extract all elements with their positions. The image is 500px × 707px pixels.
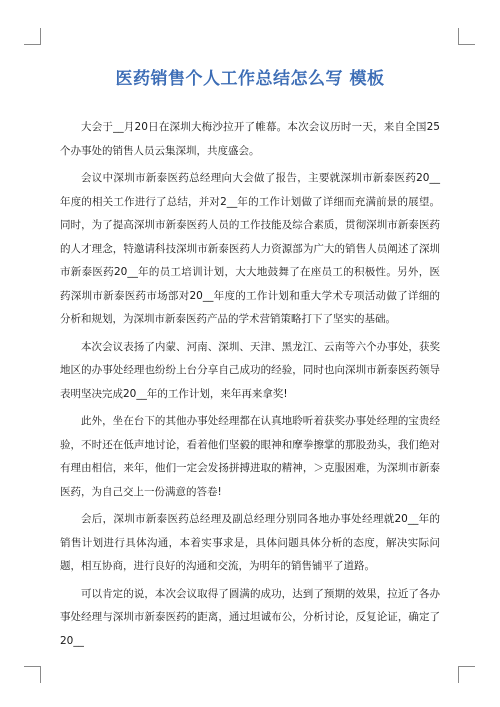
crop-mark-top-left (24, 44, 41, 45)
paragraph: 此外，坐在台下的其他办事处经理都在认真地聆听着获奖办事处经理的宝贵经验，不时还在低声地讨论，看着他们坚毅的眼神和摩拳擦掌的那股劲头，我们绝对有理由相信，来年，他们一定会发扬拼搏进取的精神，＞克服困难，为深圳市新泰医药，为自己交上一份满意的答卷! (60, 415, 440, 498)
crop-mark-top-left (40, 28, 41, 45)
document-title: 医药销售个人工作总结怎么写 模板 (115, 69, 385, 89)
crop-mark-bottom-left (24, 666, 41, 667)
crop-mark-top-right (458, 28, 459, 45)
paragraph: 会议中深圳市新泰医药总经理向大会做了报告，主要就深圳市新泰医药20__年度的相关工作进行了总结，并对2__年的工作计划做了详细而充满前景的展望。同时，为了提高深圳市新泰医药人员的工作技能及综合素质，贯彻深圳市新泰医药的人才理念，特邀请科技深圳市新泰医药人力资源部为广大的销售人员阐述了深圳市新泰医药20__年的员工培训计划，大大地鼓舞了在座员工的积极性。另外，医药深圳市新泰医药市场部对20__年度的工作计划和重大学术专项活动做了详细的分析和规划，为深圳市新泰医药产品的学术营销策略打下了坚实的基础。 (60, 172, 440, 325)
document-body (60, 116, 440, 657)
crop-mark-top-right (458, 44, 475, 45)
paragraph: 本次会议表扬了内蒙、河南、深圳、天津、黑龙江、云南等六个办事处，获奖地区的办事处经理也纷纷上台分享自己成功的经验，同时也向深圳市新泰医药领导表明坚决完成20__年的工作计划，来年再来拿奖! (60, 340, 440, 400)
crop-mark-bottom-right (458, 666, 459, 683)
paragraph: 可以肯定的说，本次会议取得了圆满的成功，达到了预期的效果，拉近了各办事处经理与深圳市新泰医药的距离，通过坦诚布公，分析讨论，反复论证，确定了20__ (60, 587, 440, 647)
crop-mark-bottom-left (40, 666, 41, 683)
crop-mark-bottom-right (458, 666, 475, 667)
paragraph: 会后，深圳市新泰医药总经理及副总经理分别同各地办事处经理就20__年的销售计划进行具体沟通，本着实事求是，具体问题具体分析的态度，解决实际问题，相互协商，进行良好的沟通和交流，为明年的销售铺平了道路。 (60, 513, 440, 572)
paragraph: 大会于__月20日在深圳大梅沙拉开了帷幕。本次会议历时一天，来自全国25个办事处的销售人员云集深圳，共度盛会。 (60, 121, 440, 157)
